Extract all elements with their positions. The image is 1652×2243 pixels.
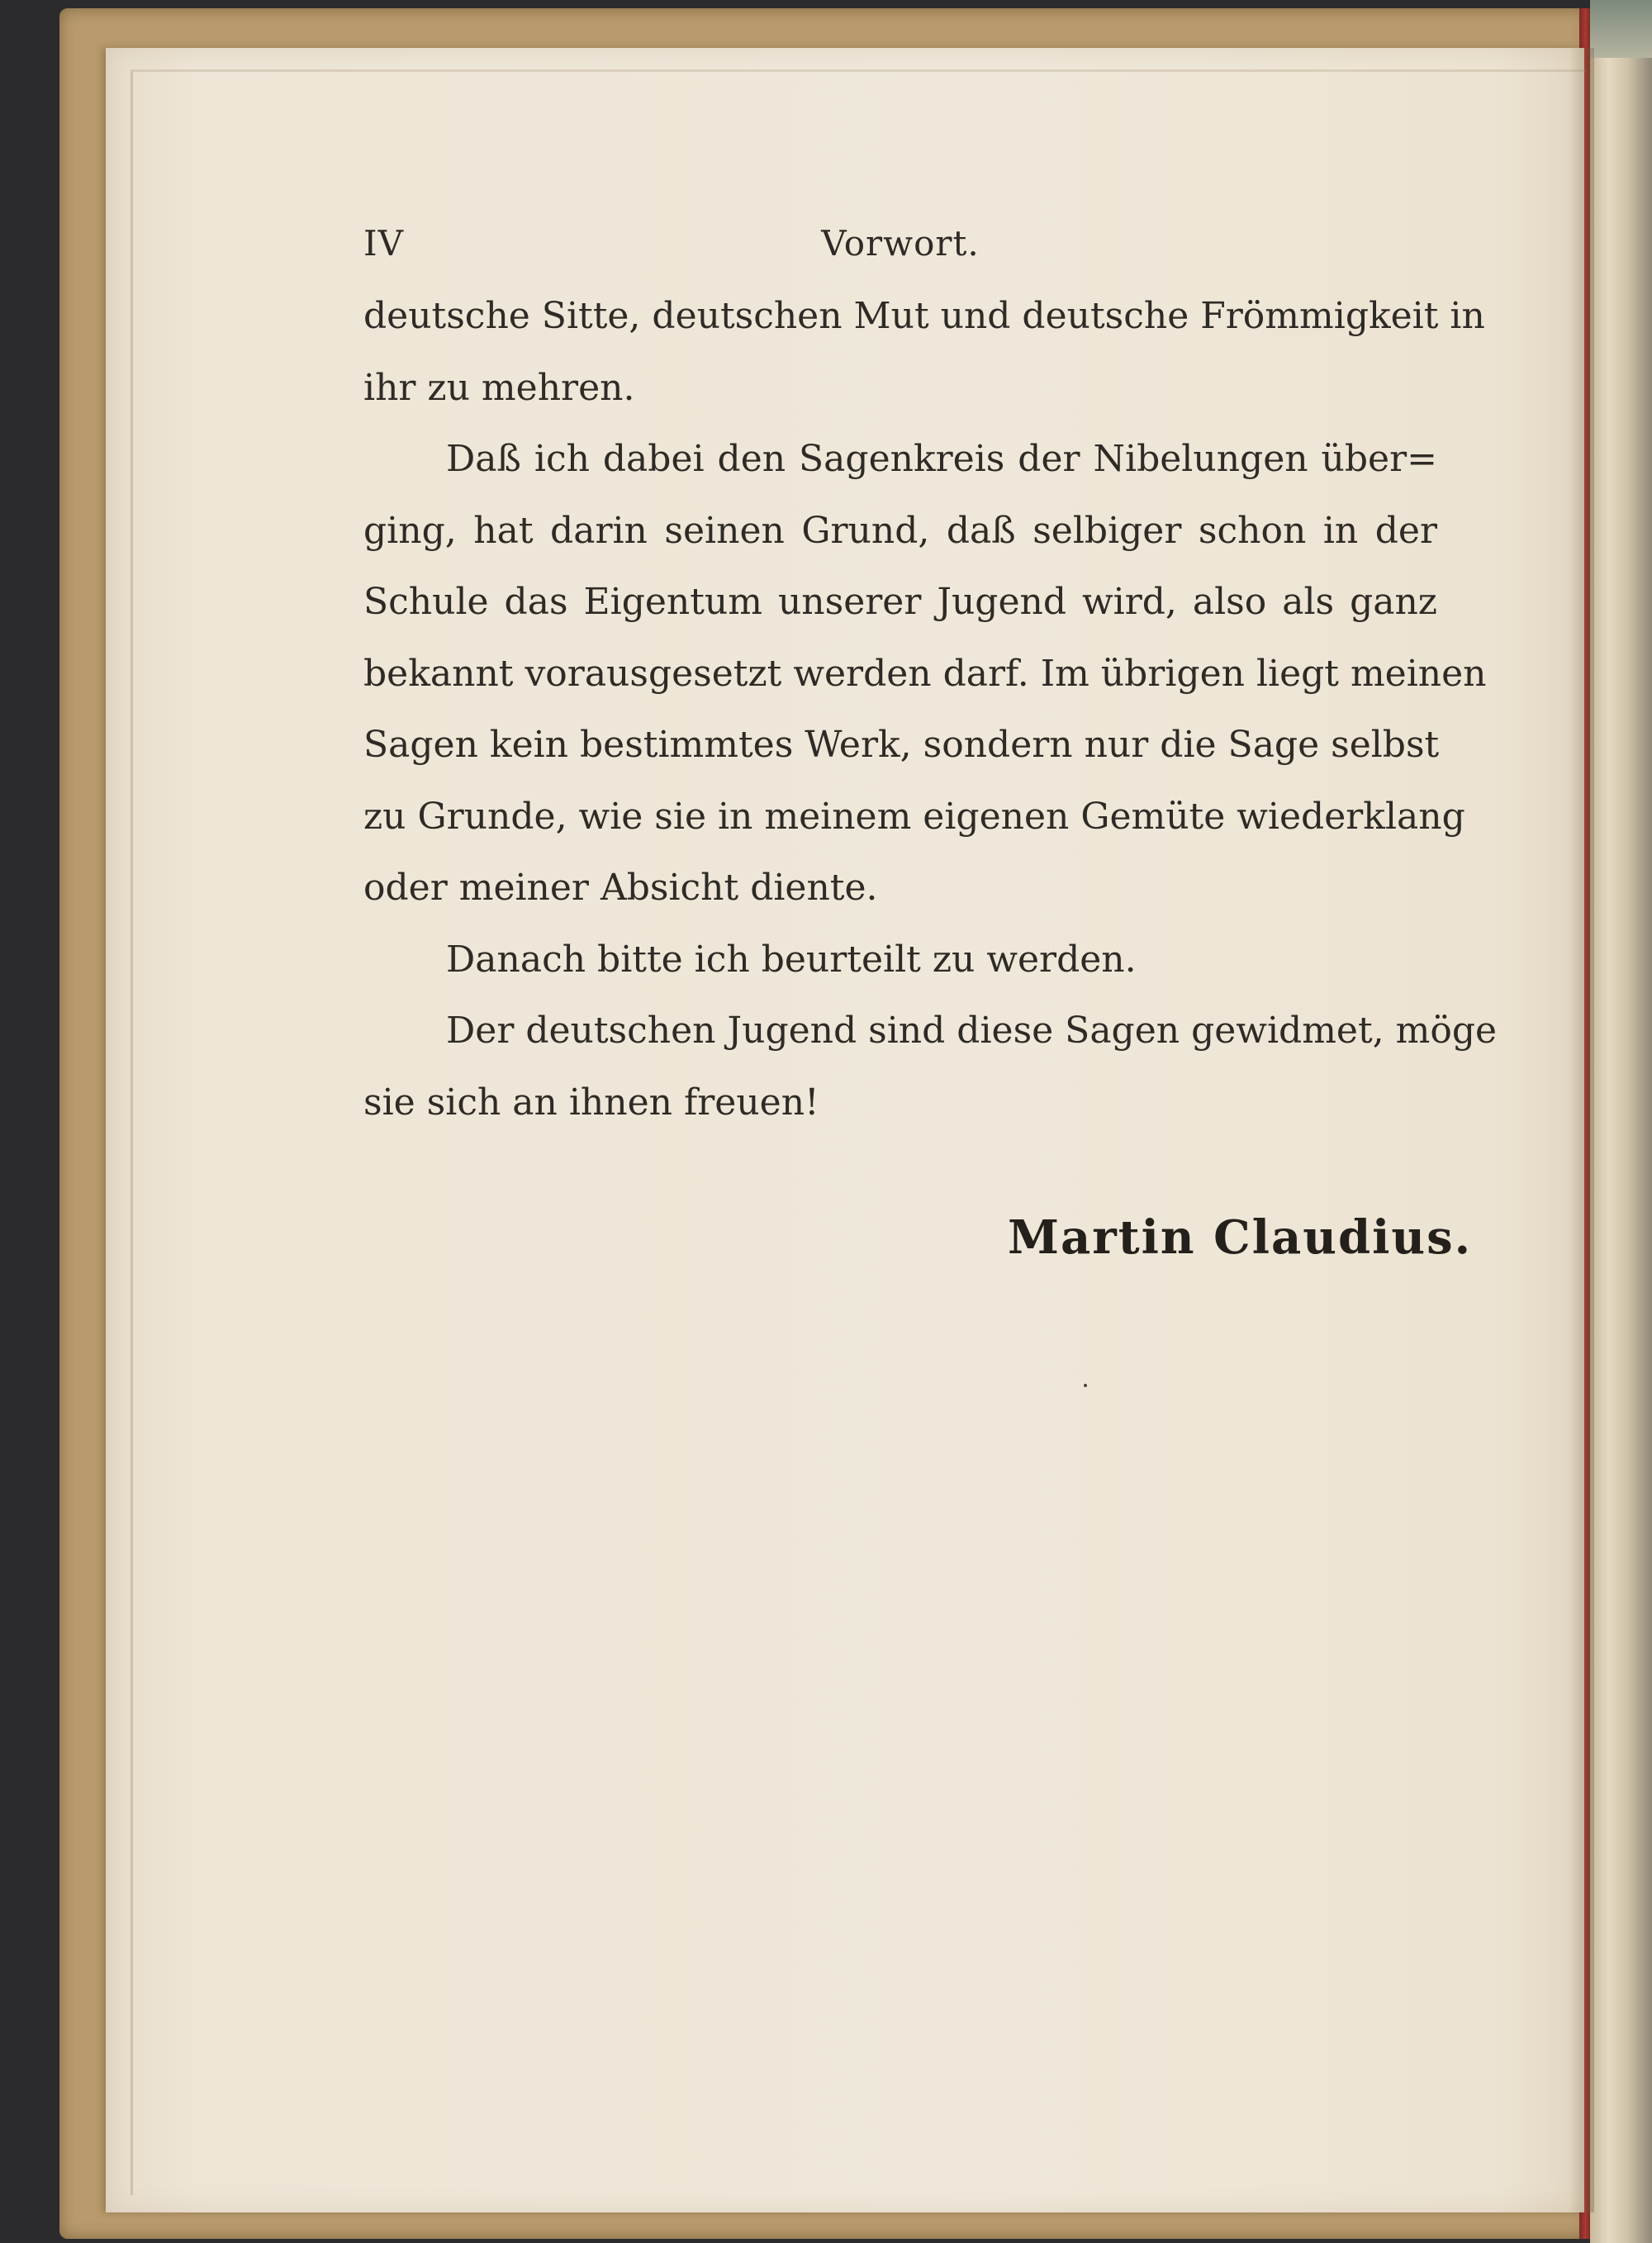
page-stack-edge [1590,0,1652,2243]
text-line: oder meiner Absicht diente. [363,867,878,909]
page-text-block [363,223,1498,1138]
text-line: deutsche Sitte, deutschen Mut und deutsche Frömmigkeit in [363,295,1485,337]
paper-speck [1084,1384,1087,1387]
text-line: bekannt vorausgesetzt werden darf. Im übrigen liegt meinen [363,652,1487,695]
author-signature: Martin Claudius. [1008,1210,1473,1265]
page-stack-top [1590,0,1652,58]
text-line: zu Grunde, wie sie in meinem eigenen Gemüte wiederklang [363,795,1465,838]
text-line: Der deutschen Jugend sind diese Sagen gewidmet, möge [446,1010,1498,1052]
text-line: ging, hat darin seinen Grund, daß selbiger schon in der [363,509,1437,552]
page-gutter-shadow [1569,48,1594,2212]
text-line: Daß ich dabei den Sagenkreis der Nibelungen über= [446,438,1437,480]
text-line: sie sich an ihnen freuen! [363,1081,819,1124]
text-line: Sagen kein bestimmtes Werk, sondern nur die Sage selbst [363,724,1440,766]
page-number: IV [363,223,404,264]
running-head [363,223,1437,281]
page-title: Vorwort. [821,223,980,264]
text-line: Schule das Eigentum unserer Jugend wird, also als ganz [363,581,1437,623]
text-line: Danach bitte ich beurteilt zu werden. [446,938,1137,981]
text-line: ihr zu mehren. [363,366,635,409]
